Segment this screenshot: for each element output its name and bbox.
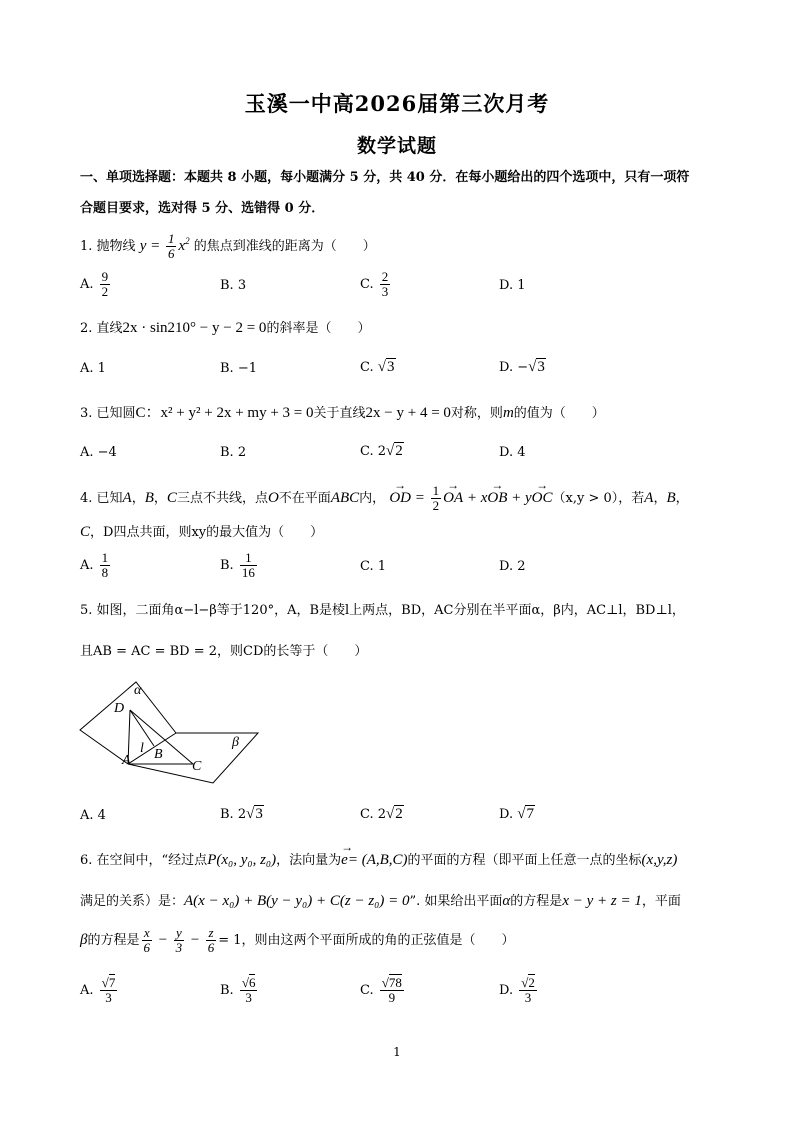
q4-option-c[interactable]: C. 1 xyxy=(360,559,387,574)
exam-subtitle: 数学试题 xyxy=(356,135,437,157)
q1-option-b[interactable]: B. 3 xyxy=(220,278,247,293)
q6-option-c[interactable]: C. $\frac{√78}{9}$ xyxy=(360,975,402,1005)
q3-option-a[interactable]: A. −4 xyxy=(80,445,117,460)
dihedral-angle-figure xyxy=(78,678,263,790)
question-2 xyxy=(80,317,370,337)
question-5-line1: 5. 如图，二面角α−l−β等于120°，A，B是棱l上两点，BD，AC分别在半平面α，β内，AC⊥l，BD⊥l， xyxy=(80,603,685,618)
q5-option-c[interactable]: C. 2√2 xyxy=(360,806,403,822)
question-4-line2: C，D四点共面，则xy的最大值为（ ） xyxy=(80,524,324,540)
edge-l xyxy=(128,733,176,764)
label-alpha: α xyxy=(134,683,142,698)
q1-prefix: 1. 抛物线 xyxy=(80,238,136,254)
q5-option-b[interactable]: B. 2√3 xyxy=(220,806,263,822)
page-number: 1 xyxy=(393,1045,401,1059)
q1-suffix: 的焦点到准线的距离为（ ） xyxy=(193,238,376,254)
q1-option-a[interactable]: A. $\frac{9}{2}$ xyxy=(80,269,109,299)
section-heading-line2: 合题目要求，选对得 5 分、选错得 0 分． xyxy=(80,201,325,216)
question-6-line3: β的方程是 $\frac{x}{6}$ − $\frac{y}{3}$ − $\frac{z}{6}$ = 1，则由这两个平面所成的角的正弦值是（ ） xyxy=(80,925,515,955)
label-l: l xyxy=(140,741,144,756)
q4-option-a[interactable]: A. $\frac{1}{8}$ xyxy=(80,550,109,580)
question-5-line2: 且AB = AC = BD = 2，则CD的长等于（ ） xyxy=(80,644,368,659)
q6-option-a[interactable]: A. $\frac{√7}{3}$ xyxy=(80,975,116,1005)
question-4-line1: 4. 已知A，B，C三点不共线，点O不在平面ABC内， → OD = $\frac{1}{2}$ → OA + x→ OB + y→ OC（x,y > 0），若A，B， xyxy=(80,484,689,513)
q3-option-d[interactable]: D. 4 xyxy=(499,445,526,460)
label-c: C xyxy=(192,759,202,774)
q2-expr: 2x · sin210° − y − 2 = 0 xyxy=(122,320,267,336)
q6-option-b[interactable]: B. $\frac{√6}{3}$ xyxy=(220,975,256,1005)
q2-suffix: 的斜率是（ ） xyxy=(266,321,371,336)
q3-line: 2x − y + 4 = 0 xyxy=(365,405,451,421)
q1-option-c[interactable]: C. $\frac{2}{3}$ xyxy=(360,269,389,299)
q4-option-d[interactable]: D. 2 xyxy=(499,559,526,574)
exam-title: 玉溪一中高2026届第三次月考 xyxy=(244,91,550,116)
q5-option-a[interactable]: A. 4 xyxy=(80,808,106,823)
question-3: 3. 已知圆C：x² + y² + 2x + my + 3 = 0关于直线2x − y + 4 = 0对称，则m的值为（ ） xyxy=(80,405,605,421)
q2-option-c[interactable]: C. √3 xyxy=(360,359,395,375)
q4-option-b[interactable]: B. $\frac{1}{16}$ xyxy=(220,550,255,580)
label-b: B xyxy=(154,747,163,762)
q2-prefix: 2. 直线 xyxy=(80,321,123,336)
q2-option-b[interactable]: B. −1 xyxy=(220,361,257,376)
q3-circle: C：x² + y² + 2x + my + 3 = 0 xyxy=(135,405,314,421)
q1-option-d[interactable]: D. 1 xyxy=(499,278,526,293)
q2-option-d[interactable]: D. −√3 xyxy=(499,359,545,375)
question-1 xyxy=(80,232,376,261)
label-a: A xyxy=(122,753,131,768)
q5-option-d[interactable]: D. √7 xyxy=(499,806,534,822)
q1-parabola: y = $\frac{1}{6}$ $x^2$ xyxy=(139,231,190,261)
q2-option-a[interactable]: A. 1 xyxy=(80,361,106,376)
label-beta: β xyxy=(232,735,239,750)
q6-option-d[interactable]: D. $\frac{√2}{3}$ xyxy=(499,975,535,1005)
question-6-line1: 6. 在空间中，“经过点P(x₀, y₀, z₀)，法向量为→ e= (A,B,C)的平面的方程（即平面上任意一点的坐标(x,y,z) xyxy=(80,849,677,869)
question-6-line2: 满足的关系）是：A(x − x₀) + B(y − y₀) + C(z − z₀) = 0”. 如果给出平面α的方程是x − y + z = 1，平面 xyxy=(80,893,681,909)
q3-option-b[interactable]: B. 2 xyxy=(220,445,247,460)
section-heading xyxy=(80,162,720,224)
section-heading-line1: 一、单项选择题：本题共 8 小题，每小题满分 5 分，共 40 分．在每小题给出的四个选项中，只有一项符 xyxy=(80,170,690,185)
label-d: D xyxy=(114,701,125,716)
q3-option-c[interactable]: C. 2√2 xyxy=(360,443,403,459)
